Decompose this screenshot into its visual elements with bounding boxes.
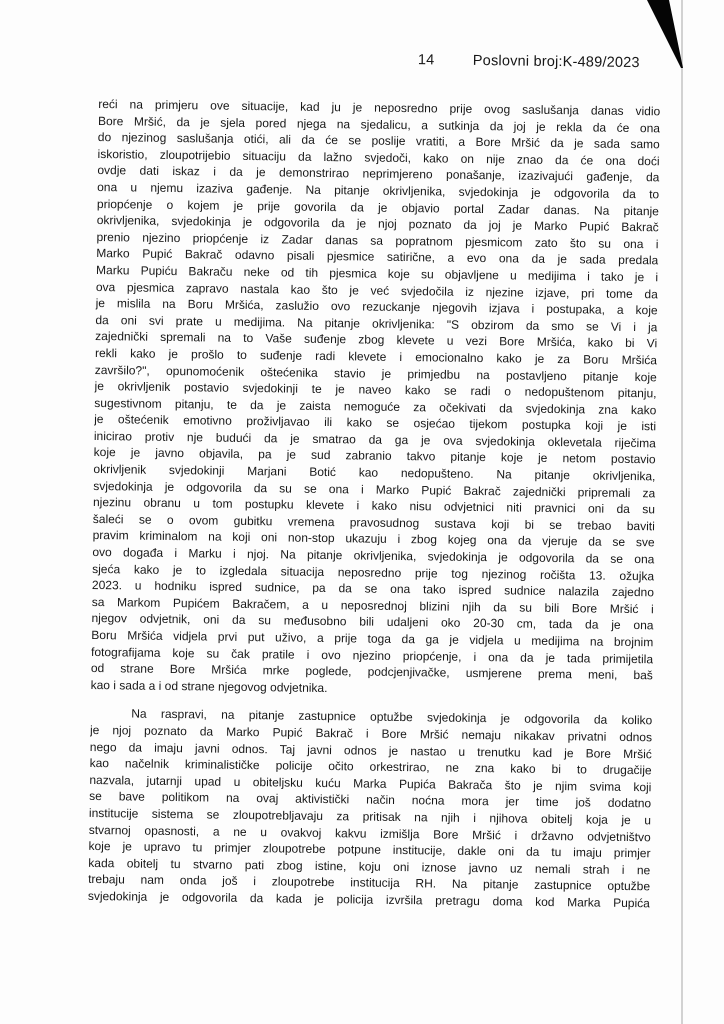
- text-line: šaleći se o ovom gubitku vremena pravosudnog sustava koji bi se trebao baviti: [92, 511, 655, 534]
- text-line: kao i sada a i od strane njegovog odvjetnika.: [90, 677, 328, 695]
- text-line: sugestivnom pitanju, te da je zaista nemoguće za očekivati da svjedokinja zna kako: [94, 395, 657, 418]
- text-line: od strane Bore Mršića mrke poglede, podcjenjivačke, usmjerene prema meni, baš: [90, 661, 653, 683]
- text-line: okrivljenik svjedokinji Marjani Botić kao nedopušteno. Na pitanje okrivljenika,: [93, 462, 656, 484]
- text-line: je oštećenik emotivno proživljavao ili kako se osjećao tijekom postupka koji je isti: [94, 412, 657, 434]
- case-number: Poslovni broj:K-489/2023: [472, 52, 640, 72]
- text-line: trebaju nam onda još i zloupotrebe institucija RH. Na pitanje zastupnice optužbe: [88, 872, 651, 894]
- document-header: [99, 48, 661, 75]
- text-line: inicirao protiv nje budući da je smatrao da ga je ova svjedokinja oklevetala riječima: [93, 428, 656, 451]
- text-line: koje je javno objavila, pa je sud zabranio takvo pitanje koje je netom postavio: [93, 445, 656, 467]
- text-line: Na raspravi, na pitanje zastupnice optužbe svjedokinja je odgovorila da koliko: [131, 706, 653, 728]
- paragraph-2: [88, 705, 653, 911]
- text-line: Marku Pupiću Bakraču neke od tih pjesmica koje su objavljene u medijima i tako je i: [96, 262, 659, 285]
- text-line: stvarnoj opasnosti, a ne u ovakvoj kakvu izmišlja Bore Mršić i državno odvjetništvo: [88, 822, 651, 844]
- text-line: da oni svi prate u medijima. Na pitanje okrivljenika: "S obzirom da smo se Vi i ja: [95, 312, 658, 335]
- text-line: Bore Mršić, da je sjela pored njega na sjedalicu, a sutkinja da joj je rekla da će ona: [97, 113, 661, 135]
- text-line: je njoj poznato da Marko Pupić Bakrač i Bore Mršić nemaju nikakav privatni odnos: [89, 722, 653, 745]
- text-line: njezinu obranu u tom postupku klevete i kako nisu odvjetnici niti pravnici oni da su: [92, 495, 656, 517]
- text-line: svjedokinja je odgovorila da su se ona i Marko Pupić Bakrač zajednički pripremali za: [93, 478, 656, 500]
- text-line: okrivljenika, svjedokinja je odgovorila da je njoj poznato da joj je Marko Pupić Bakrač: [96, 213, 659, 235]
- text-line: je mislila na Boru Mršića, zaslužio ovo rezuckanje njegovih izjava i postupaka, a koje: [95, 296, 658, 318]
- text-line: institucije sistema se zloupotrebljavaju za pritisak na njih i njihova obitelj koja je u: [88, 805, 652, 828]
- text-line: nazvala, jutarnji upad u obiteljsku kuću Marka Pupića Bakrača što je njim svima koji: [89, 772, 652, 795]
- text-line: fotografijama koje su čak pratile i ovo njezino priopćenje, i ona da je tada primijetila: [91, 644, 654, 666]
- body-text: [88, 96, 661, 912]
- text-line: sjeća kako je to izgledala situacija neposredno prije tog njezinog ročišta 13. ožujka: [92, 561, 655, 583]
- text-line: Boru Mršića vidjela prvi put uživo, a prije toga da ga je vidjela u medijima na brojnim: [91, 627, 654, 650]
- text-line: se bave politikom na ovaj aktivistički način noćna mora jer time još dodatno: [89, 789, 652, 811]
- text-line: pravim kriminalom na koji oni non-stop ukazuju i zbog kojeg ona da vjeruje da se sve: [92, 528, 655, 550]
- text-line: 2023. u hodniku ispred sudnice, pa da se ona tako ispred sudnice nalazila zajedno: [91, 578, 655, 600]
- text-line: sa Markom Pupićem Bakračem, a u neposrednoj blizini njih da su bili Bore Mršić i: [91, 594, 654, 617]
- paragraph-1: [91, 96, 661, 701]
- text-line: do njezinog saslušanja otići, ali da će se poslije vratiti, a Bore Mršić da je sada samo: [97, 130, 660, 152]
- text-line: nego da imaju javni odnos. Taj javni odnos je nastao u trenutku kad je Bore Mršić: [89, 739, 652, 761]
- text-line: ovdje dati iskaz i da je demonstrirao neprimjereno ponašanje, izazivajući gađenje, da: [97, 163, 660, 185]
- text-line: Marko Pupić Bakrač odavno pisali pjesmice satirične, a evo ona da je sada predala: [96, 246, 659, 268]
- text-line: iskoristio, zloupotrijebio situaciju da lažno svjedoči, kako on nije znao da će ona doći: [97, 146, 660, 169]
- scan-edge-line: [681, 0, 683, 1024]
- text-line: reći na primjeru ove situacije, kad ju je neposredno prije ovog saslušanja danas vidio: [98, 96, 661, 119]
- text-line: priopćenje o kojem je prije govorila da je objavio portal Zadar danas. Na pitanje: [96, 196, 660, 218]
- text-line: prenio njezino priopćenje iz Zadar danas sa popratnom pjesmicom zato što su ona i: [96, 229, 659, 252]
- text-line: ova pjesmica zapravo nastala kao što je već svjedočila iz njezine izjave, pri tome da: [95, 279, 658, 301]
- text-line: zajednički spremali na to Vaše suđenje zbog klevete u vezi Bore Mršića, kako bi Vi: [95, 329, 658, 351]
- text-line: kada obitelj tu stvarno pati zbog istine, koju oni iznose javno uz nemali strah i ne: [88, 855, 651, 878]
- text-line: svjedokinja je odgovorila da kada je policija izvršila pretragu doma kod Marka Pupića: [87, 888, 650, 911]
- text-line: je okrivljenik postavio svjedokinji te je naveo kako se radi o nedopuštenom pitanju,: [94, 379, 657, 401]
- text-line: njegov odvjetnik, oni da su međusobno bili udaljeni oko 20-30 cm, tada da je ona: [91, 611, 654, 633]
- text-line: završilo?", opunomoćenik oštećenika stavio je primjedbu na postavljeno pitanje koje: [94, 362, 657, 384]
- text-line: rekli kako je prošlo to suđenje radi klevete i emocionalno kako je za Boru Mršića: [94, 345, 658, 368]
- page-number: 14: [417, 52, 435, 69]
- text-line: ona u njemu izaziva gađenje. Na pitanje okrivljenika, svjedokinja je odgovorila da to: [97, 179, 660, 202]
- document-content: [88, 48, 661, 912]
- text-line: ovo događa i Marku i njoj. Na pitanje okrivljenika, svjedokinja je odgovorila da se ona: [92, 544, 655, 567]
- text-line: kao načelnik kriminalističke policije očito orkestrirao, ne zna kako bi to drugačije: [89, 756, 652, 778]
- text-line: koje je upravo tu primjer zloupotrebe potpune institucije, dakle oni da tu imaju primjer: [88, 839, 651, 861]
